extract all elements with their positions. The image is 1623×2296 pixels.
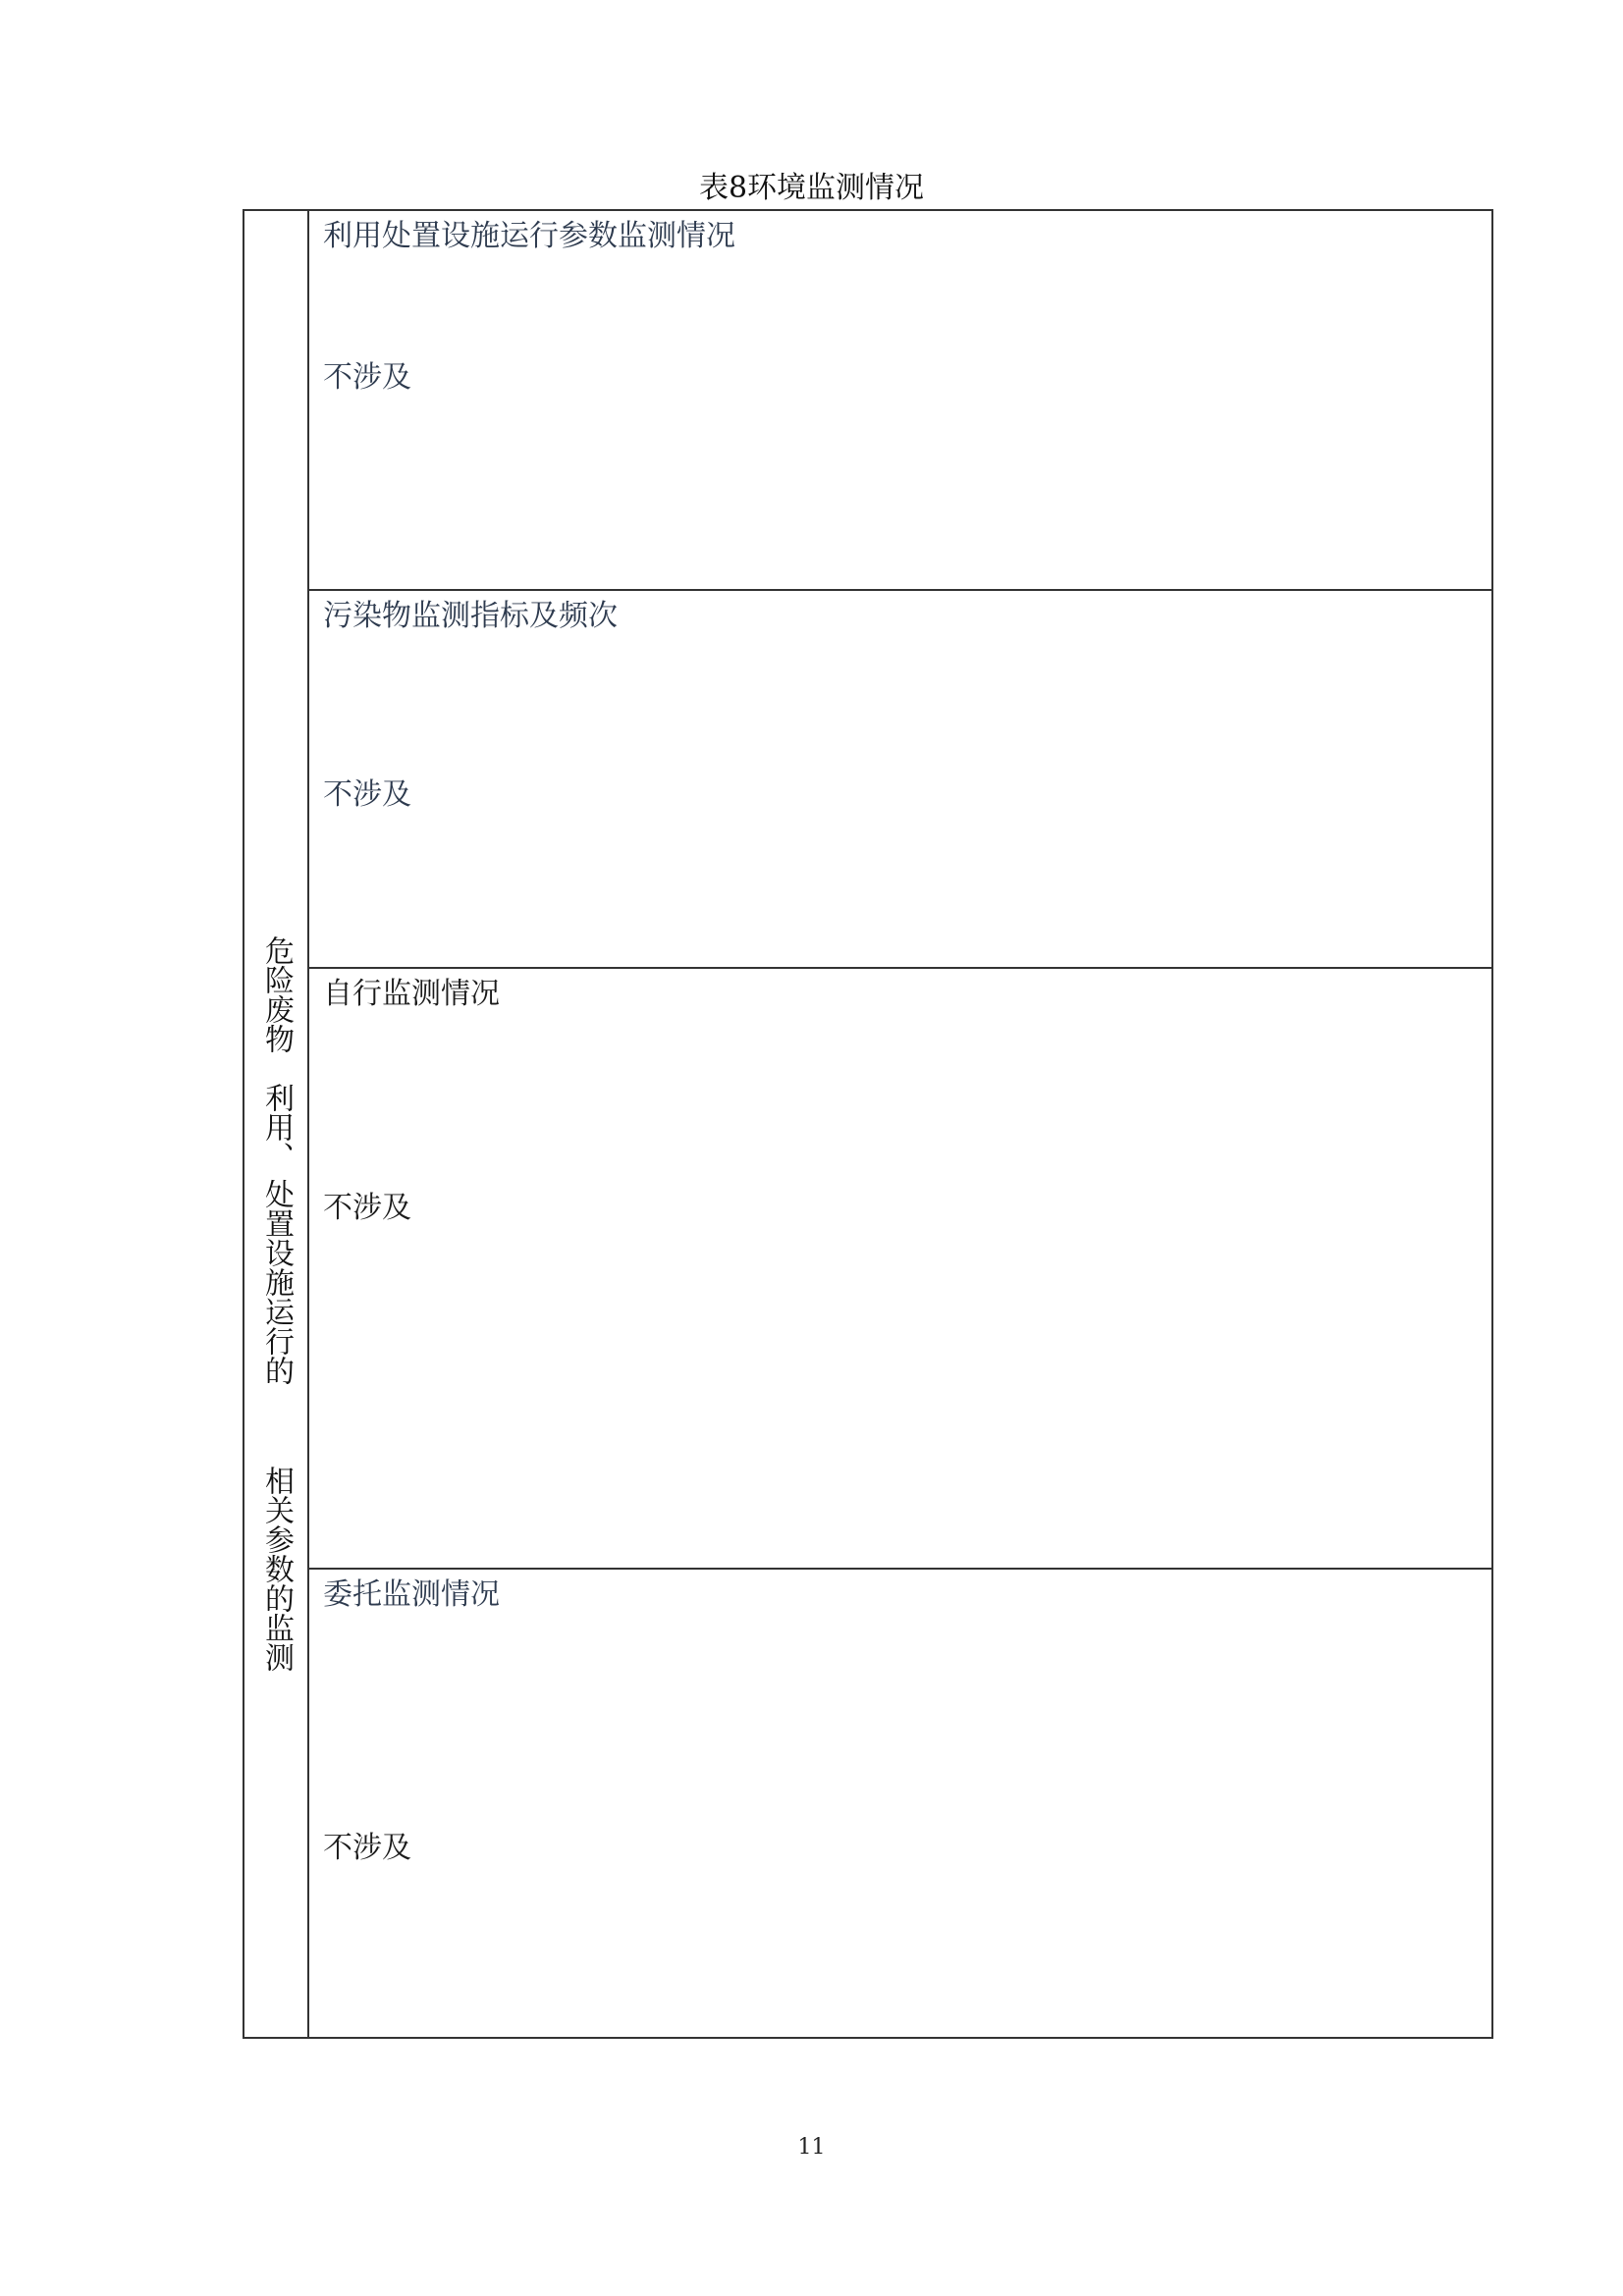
- section-pollutant-indicators: [309, 591, 1491, 969]
- side-header-text-part1: [254, 935, 298, 1053]
- side-header-part1: 危险废物: [259, 935, 294, 1053]
- environment-monitoring-table: [243, 209, 1493, 2039]
- section-value: 不涉及: [323, 1191, 411, 1225]
- section-self-monitoring: [309, 969, 1491, 1570]
- side-header-text-part2: [254, 1083, 298, 1171]
- page-number: 11: [797, 2135, 826, 2160]
- section-value: 不涉及: [323, 1831, 411, 1865]
- side-header-cell: [244, 211, 309, 2037]
- page-title: 表8环境监测情况: [698, 171, 925, 205]
- section-entrusted-monitoring: [309, 1570, 1491, 2039]
- section-value: 不涉及: [323, 777, 411, 812]
- section-value: 不涉及: [323, 360, 411, 395]
- side-header-part4: 相关参数的监测: [259, 1466, 294, 1672]
- side-header-text-part3: [254, 1179, 298, 1385]
- section-label: 委托监测情况: [323, 1577, 500, 1612]
- section-label: 污染物监测指标及频次: [323, 599, 618, 633]
- side-header-text-part4: [254, 1466, 298, 1672]
- section-label: 利用处置设施运行参数监测情况: [323, 219, 735, 253]
- side-header-part3: 处置设施运行的: [259, 1179, 294, 1385]
- side-header-chars-1: [254, 935, 298, 1053]
- side-header-part2: 利用、: [259, 1083, 294, 1171]
- section-facility-parameters: [309, 211, 1491, 591]
- section-label: 自行监测情况: [323, 977, 500, 1011]
